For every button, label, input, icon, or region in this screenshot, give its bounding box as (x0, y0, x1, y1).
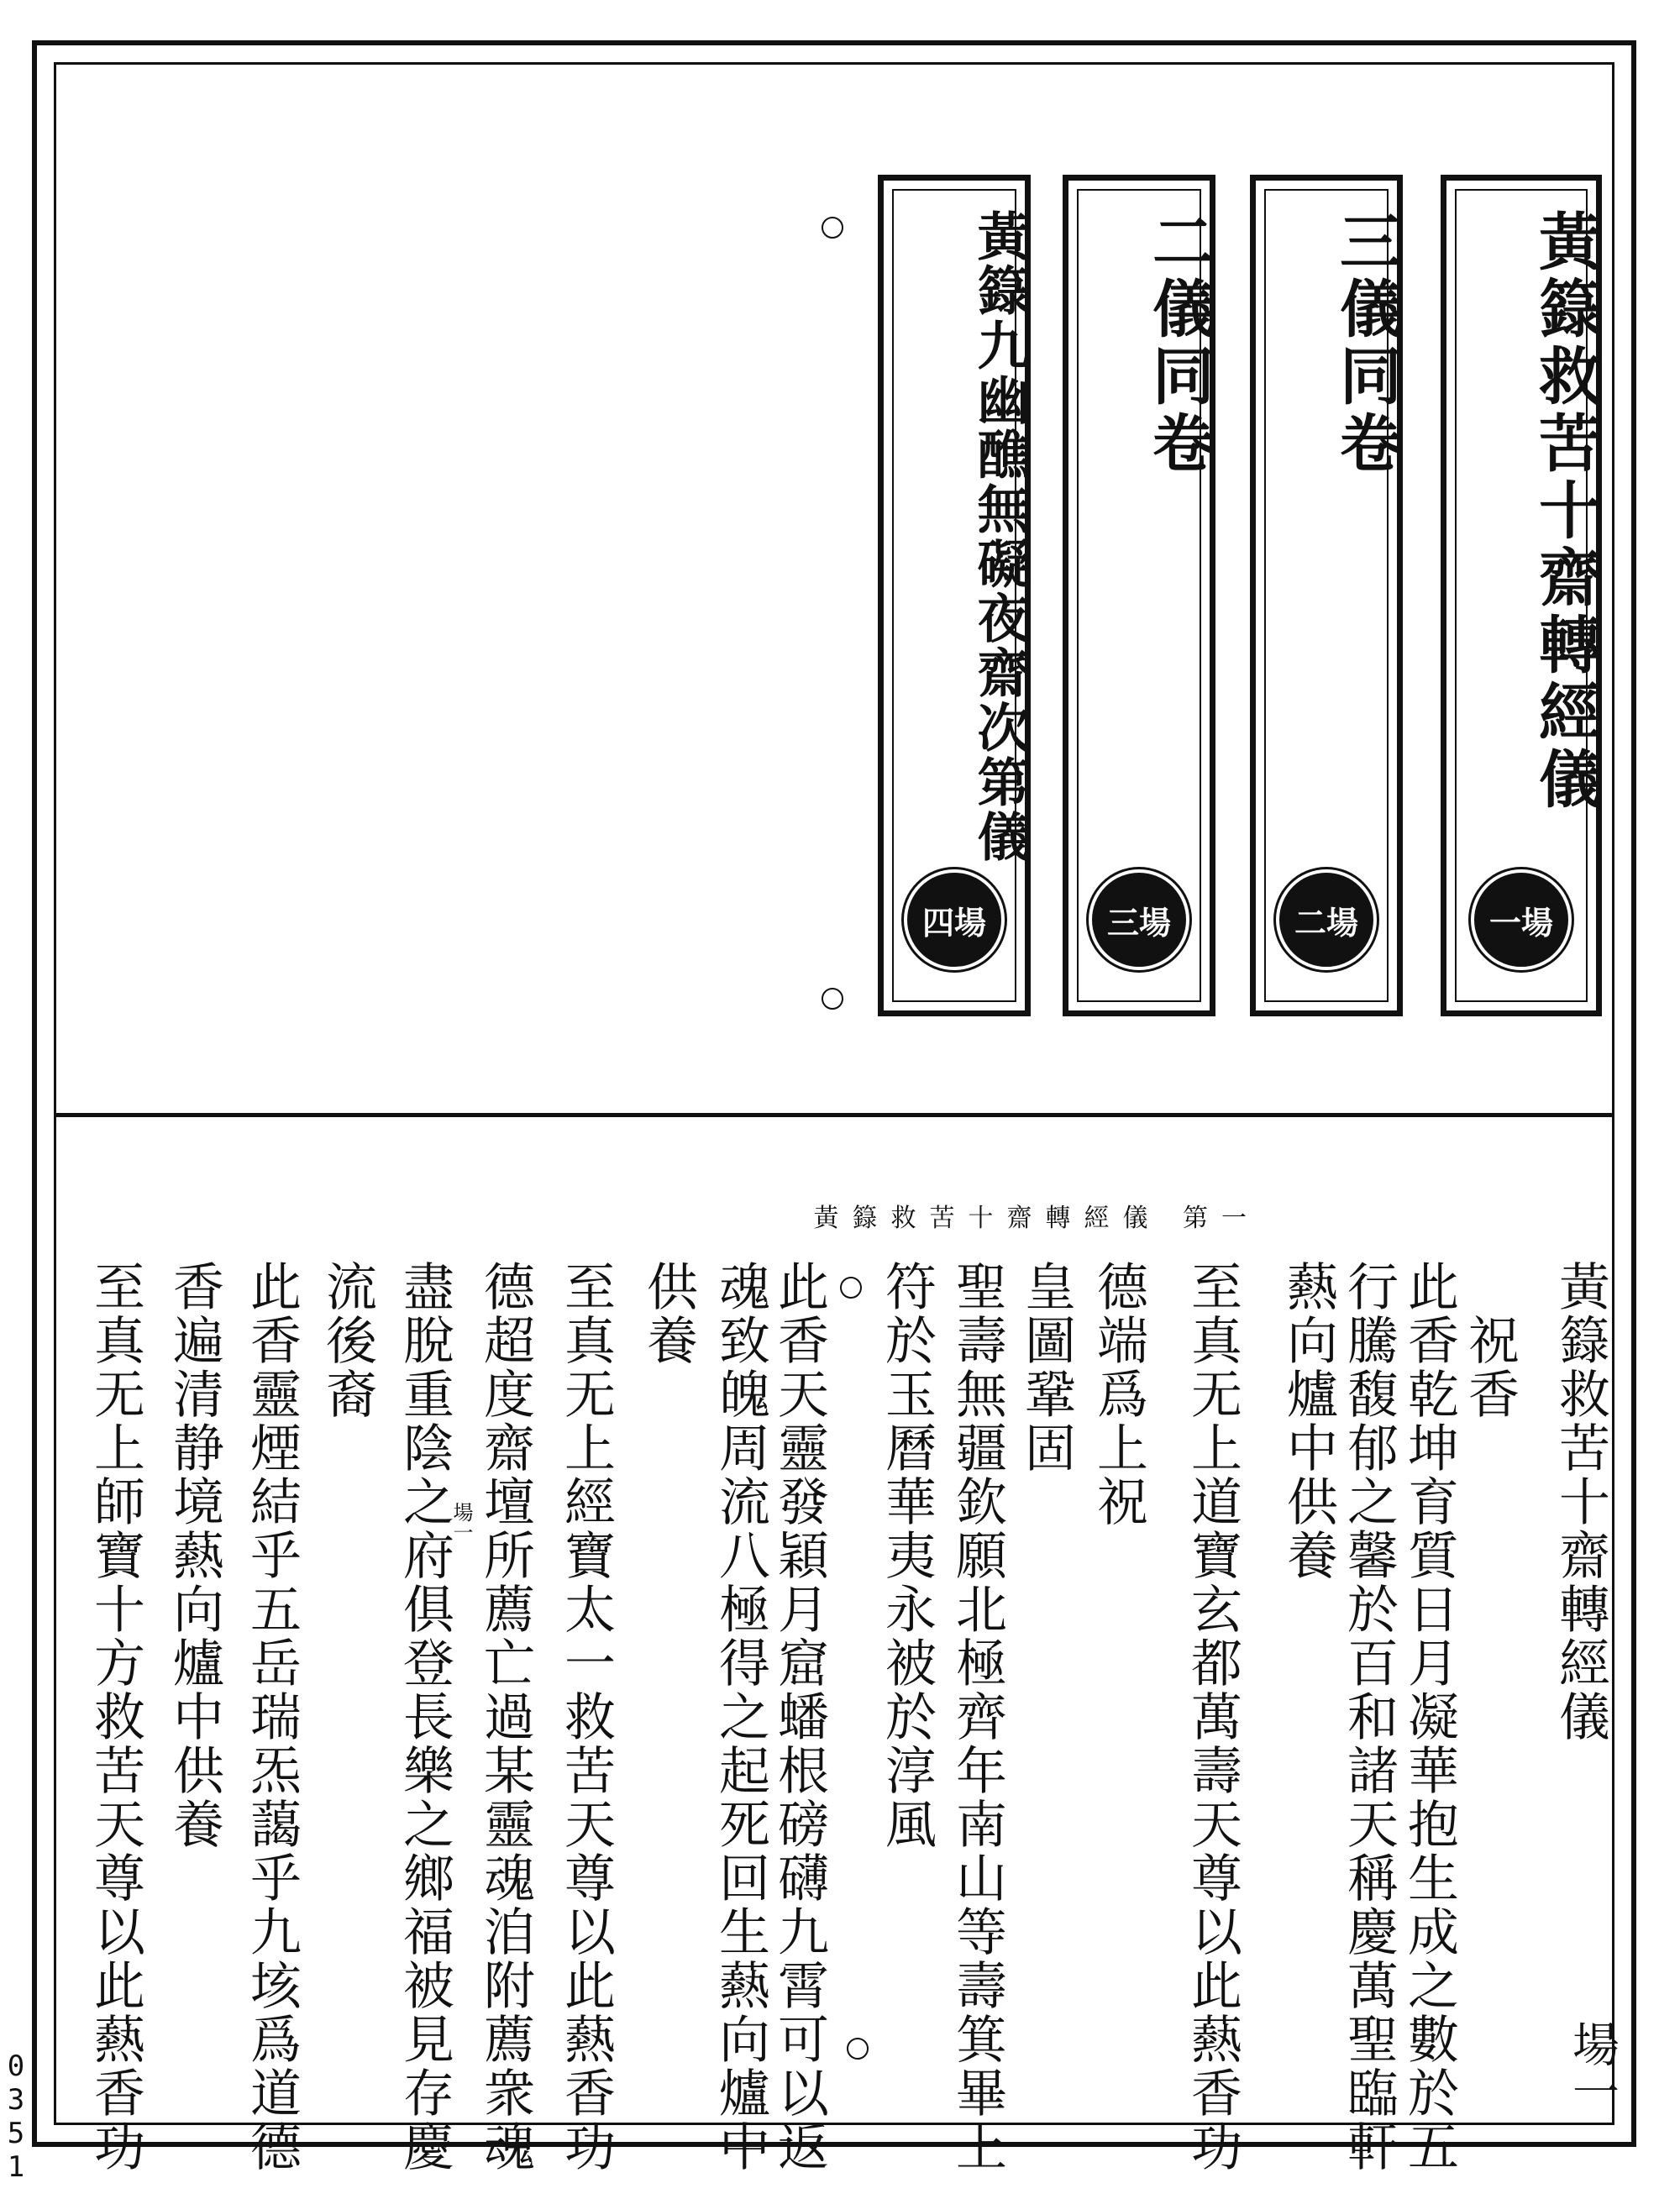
margin-note: 場一 (449, 1502, 473, 1542)
text-column-16: 盡脫重陰之府俱登長樂之鄉福被見存慶 (395, 1260, 454, 2174)
cover-slip-title: 二儀同卷 (1142, 209, 1215, 478)
text-column-2: 祝香 (1460, 1260, 1520, 1421)
text-column-6: 至真无上道寶玄都萬壽天尊以此爇香功 (1183, 1260, 1242, 2174)
text-column-5: 爇向爐中供養 (1278, 1260, 1338, 1582)
cover-slip-3 (1063, 175, 1215, 1016)
text-column-8: 皇圖鞏固 (1016, 1260, 1076, 1475)
text-column-7: 德端爲上祝 (1089, 1260, 1148, 1529)
cover-slip-1 (1441, 175, 1602, 1016)
text-column-11: 此香天靈發穎月窟蟠根磅礴九霄可以返 (769, 1260, 829, 2174)
cover-slip-title: 三儀同卷 (1330, 209, 1402, 478)
cover-slip-4 (878, 175, 1031, 1016)
text-column-15: 德超度齋壇所薦亡過某靈魂洎附薦衆魂 (475, 1260, 535, 2174)
text-column-10: 符於玉曆華夷永被於淳風 (877, 1260, 937, 1851)
cover-slip-title: 黃籙救苦十齋轉經儀 (1529, 209, 1601, 814)
text-column-20: 至真无上師寶十方救苦天尊以此爇香功 (86, 1260, 145, 2174)
cover-slip-title: 黃籙九幽醮無礙夜齋次第儀 (969, 209, 1030, 864)
seal-badge: 二場 (1279, 873, 1373, 967)
text-column-9: 聖壽無疆欽願北極齊年南山等壽箕畢上 (948, 1260, 1007, 2174)
seal-badge: 四場 (907, 873, 1001, 967)
section-divider (56, 1113, 1612, 1117)
seal-badge: 三場 (1092, 873, 1186, 967)
foot-mark: 場一 (1565, 2020, 1620, 2114)
seal-badge: 一場 (1474, 873, 1568, 967)
running-head: 黃籙救苦十齋轉經儀 第一 (813, 1204, 1260, 1233)
text-column-13: 供養 (638, 1260, 698, 1367)
text-column-18: 此香靈煙結乎五岳瑞炁藹乎九垓爲道德 (242, 1260, 302, 2174)
text-column-12: 魂致魄周流八極得之起死回生爇向爐中 (711, 1260, 770, 2174)
cover-slip-2 (1250, 175, 1403, 1016)
page-number: 0351 (7, 2049, 25, 2184)
text-column-14: 至真无上經寶太一救苦天尊以此爇香功 (556, 1260, 616, 2174)
text-column-17: 流後裔 (318, 1260, 377, 1421)
text-column-19: 香遍清静境爇向爐中供養 (165, 1260, 224, 1851)
binding-hole-icon (822, 217, 843, 239)
text-column-3: 此香乾坤育質日月凝華抱生成之數於五 (1399, 1260, 1459, 2174)
binding-hole-icon (822, 988, 843, 1010)
binding-hole-icon (840, 1277, 862, 1299)
binding-hole-icon (847, 2038, 869, 2060)
text-column-4: 行騰馥郁之馨於百和諸天稱慶萬聖臨軒 (1339, 1260, 1399, 2174)
text-column-1: 黃籙救苦十齋轉經儀 (1551, 1260, 1610, 1744)
